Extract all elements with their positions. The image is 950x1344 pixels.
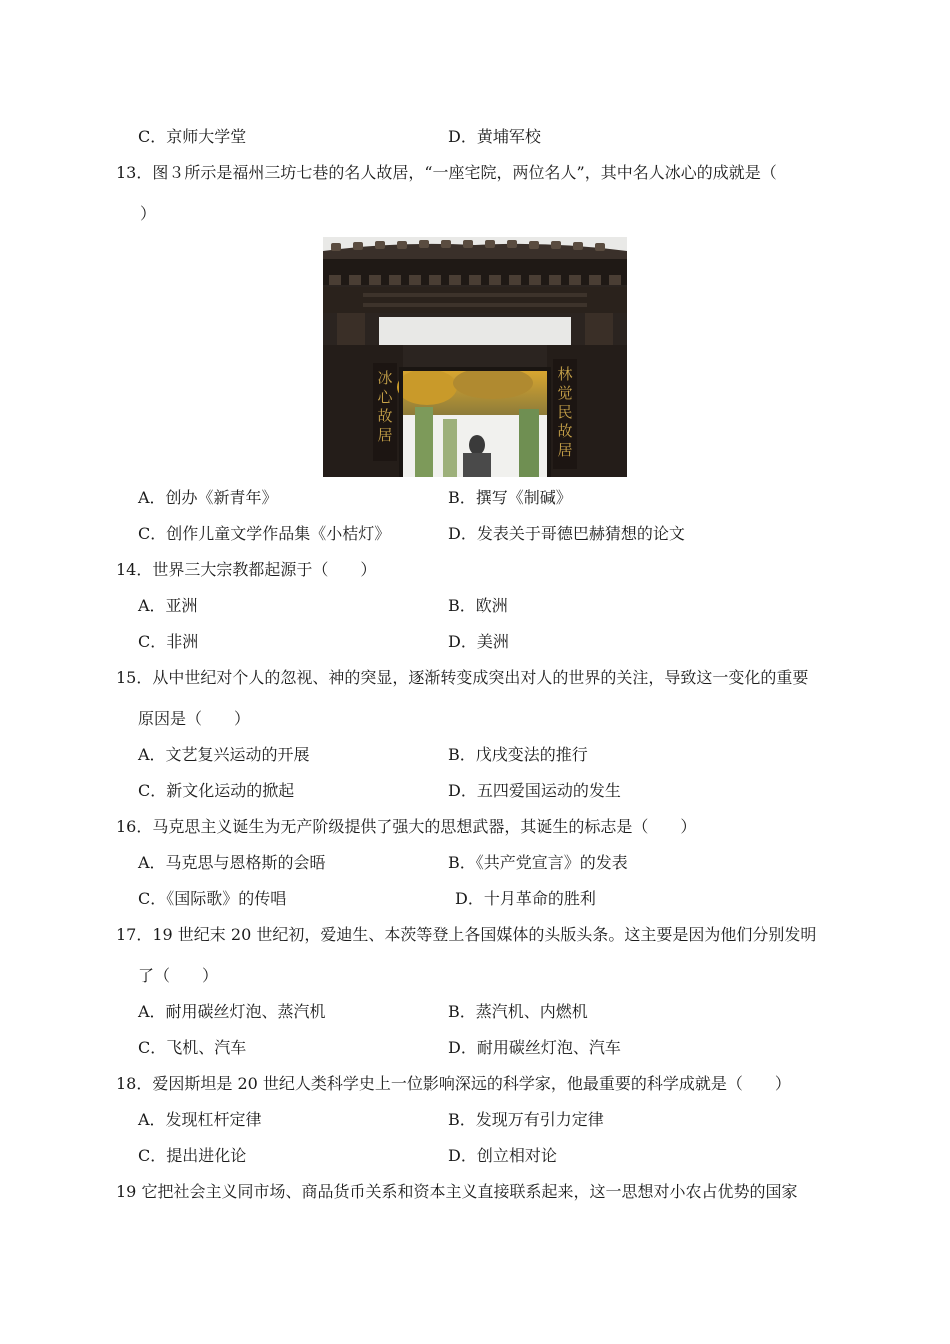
q17-stem: 17．19 世纪末 20 世纪初，爱迪生、本茨等登上各国媒体的头版头条。这主要是因为他们分别发明 [116, 925, 817, 944]
q15-option-d: D．五四爱国运动的发生 [448, 781, 621, 800]
q17-option-c: C．飞机、汽车 [138, 1038, 247, 1057]
q15-option-a: A．文艺复兴运动的开展 [138, 745, 310, 764]
q18-stem: 18．爱因斯坦是 20 世纪人类科学史上一位影响深远的科学家，他最重要的科学成就是（ ） [116, 1074, 791, 1093]
q12-option-c: C．京师大学堂 [138, 127, 247, 146]
q16-option-d: D．十月革命的胜利 [455, 889, 596, 908]
q16-option-a: A．马克思与恩格斯的会晤 [138, 853, 326, 872]
q15-option-b: B．戊戌变法的推行 [448, 745, 588, 764]
q15-option-c: C．新文化运动的掀起 [138, 781, 295, 800]
q15-stem-continued: 原因是（ ） [138, 709, 251, 728]
q13-stem-continued: ） [140, 204, 157, 223]
q12-option-d: D．黄埔军校 [448, 127, 541, 146]
q19-stem: 19 它把社会主义同市场、商品货币关系和资本主义直接联系起来，这一思想对小农占优势的国家 [116, 1182, 798, 1201]
q13-option-c: C．创作儿童文学作品集《小桔灯》 [138, 524, 391, 543]
right-plaque-text: 林觉民故居 [557, 365, 573, 459]
q13-option-d: D．发表关于哥德巴赫猜想的论文 [448, 524, 685, 543]
left-plaque-text: 冰心故居 [377, 369, 393, 444]
q17-option-b: B．蒸汽机、内燃机 [448, 1002, 588, 1021]
q15-stem: 15．从中世纪对个人的忽视、神的突显，逐渐转变成突出对人的世界的关注，导致这一变化的重要 [116, 668, 809, 687]
q14-option-d: D．美洲 [448, 632, 509, 651]
q13-photo-former-residence [323, 237, 627, 477]
q14-option-a: A．亚洲 [138, 596, 198, 615]
q14-stem: 14．世界三大宗教都起源于（ ） [116, 560, 377, 579]
q17-stem-continued: 了（ ） [138, 966, 219, 985]
q16-option-c: C．《国际歌》的传唱 [138, 889, 287, 908]
q13-stem: 13．图３所示是福州三坊七巷的名人故居，“一座宅院，两位名人”，其中名人冰心的成就是（ [116, 163, 777, 182]
q14-option-b: B．欧洲 [448, 596, 508, 615]
q14-option-c: C．非洲 [138, 632, 199, 651]
q18-option-d: D．创立相对论 [448, 1146, 557, 1165]
q17-option-d: D．耐用碳丝灯泡、汽车 [448, 1038, 621, 1057]
q16-stem: 16．马克思主义诞生为无产阶级提供了强大的思想武器，其诞生的标志是（ ） [116, 817, 697, 836]
q18-option-c: C．提出进化论 [138, 1146, 247, 1165]
q18-option-a: A．发现杠杆定律 [138, 1110, 262, 1129]
q13-option-a: A．创办《新青年》 [138, 488, 278, 507]
q16-option-b: B．《共产党宣言》的发表 [448, 853, 628, 872]
q17-option-a: A．耐用碳丝灯泡、蒸汽机 [138, 1002, 326, 1021]
q18-option-b: B．发现万有引力定律 [448, 1110, 604, 1129]
q13-option-b: B．撰写《制碱》 [448, 488, 572, 507]
